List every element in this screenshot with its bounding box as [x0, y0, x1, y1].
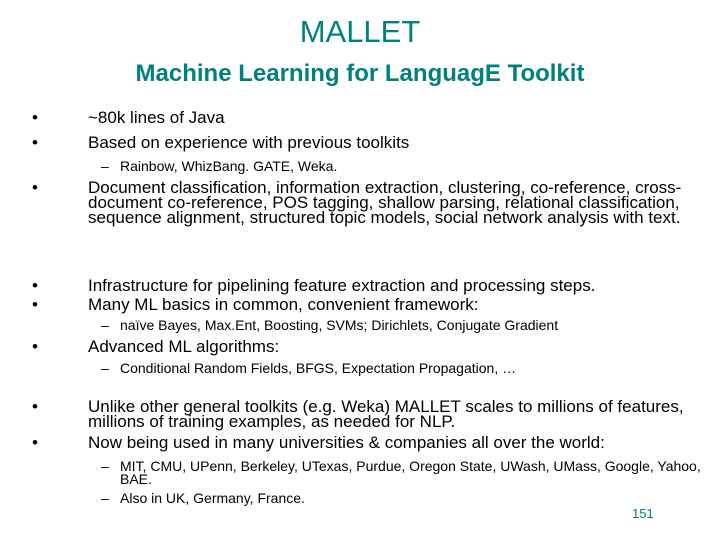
sub-bullet-toolkits: – Rainbow, WhizBang. GATE, Weka.	[120, 160, 710, 173]
sub-bullet-institutions: – MIT, CMU, UPenn, Berkeley, UTexas, Purdue, Oregon State, UWash, UMass, Google, Yahoo, BAE.	[120, 460, 710, 486]
bullet-lines-of-java: • ~80k lines of Java	[88, 110, 698, 125]
slide-title: MALLET	[299, 14, 421, 49]
bullet-scales: • Unlike other general toolkits (e.g. Weka) MALLET scales to millions of features, millions of training examples, as needed for NLP.	[88, 399, 698, 429]
bullet-advanced-ml: • Advanced ML algorithms:	[88, 339, 698, 354]
sub-bullet-advanced-ml: – Conditional Random Fields, BFGS, Expectation Propagation, …	[120, 362, 710, 375]
slide-subtitle: Machine Learning for LanguagE Toolkit	[135, 60, 585, 87]
bullet-applications: • Document classification, information extraction, clustering, co-reference, cross-document co-reference, POS tagging, shallow parsing, relational classification, sequence alignment, structured topic models, social network analysis with text.	[88, 180, 698, 225]
bullet-adoption: • Now being used in many universities & companies all over the world:	[88, 435, 698, 450]
sub-bullet-ml-basics: – naïve Bayes, Max.Ent, Boosting, SVMs; Dirichlets, Conjugate Gradient	[120, 319, 710, 332]
page-number: 151	[632, 506, 654, 521]
bullet-ml-basics: • Many ML basics in common, convenient framework:	[88, 297, 698, 312]
bullet-infrastructure: • Infrastructure for pipelining feature extraction and processing steps.	[88, 278, 698, 293]
bullet-previous-toolkits: • Based on experience with previous toolkits	[88, 135, 698, 150]
sub-bullet-countries: – Also in UK, Germany, France.	[120, 492, 710, 505]
